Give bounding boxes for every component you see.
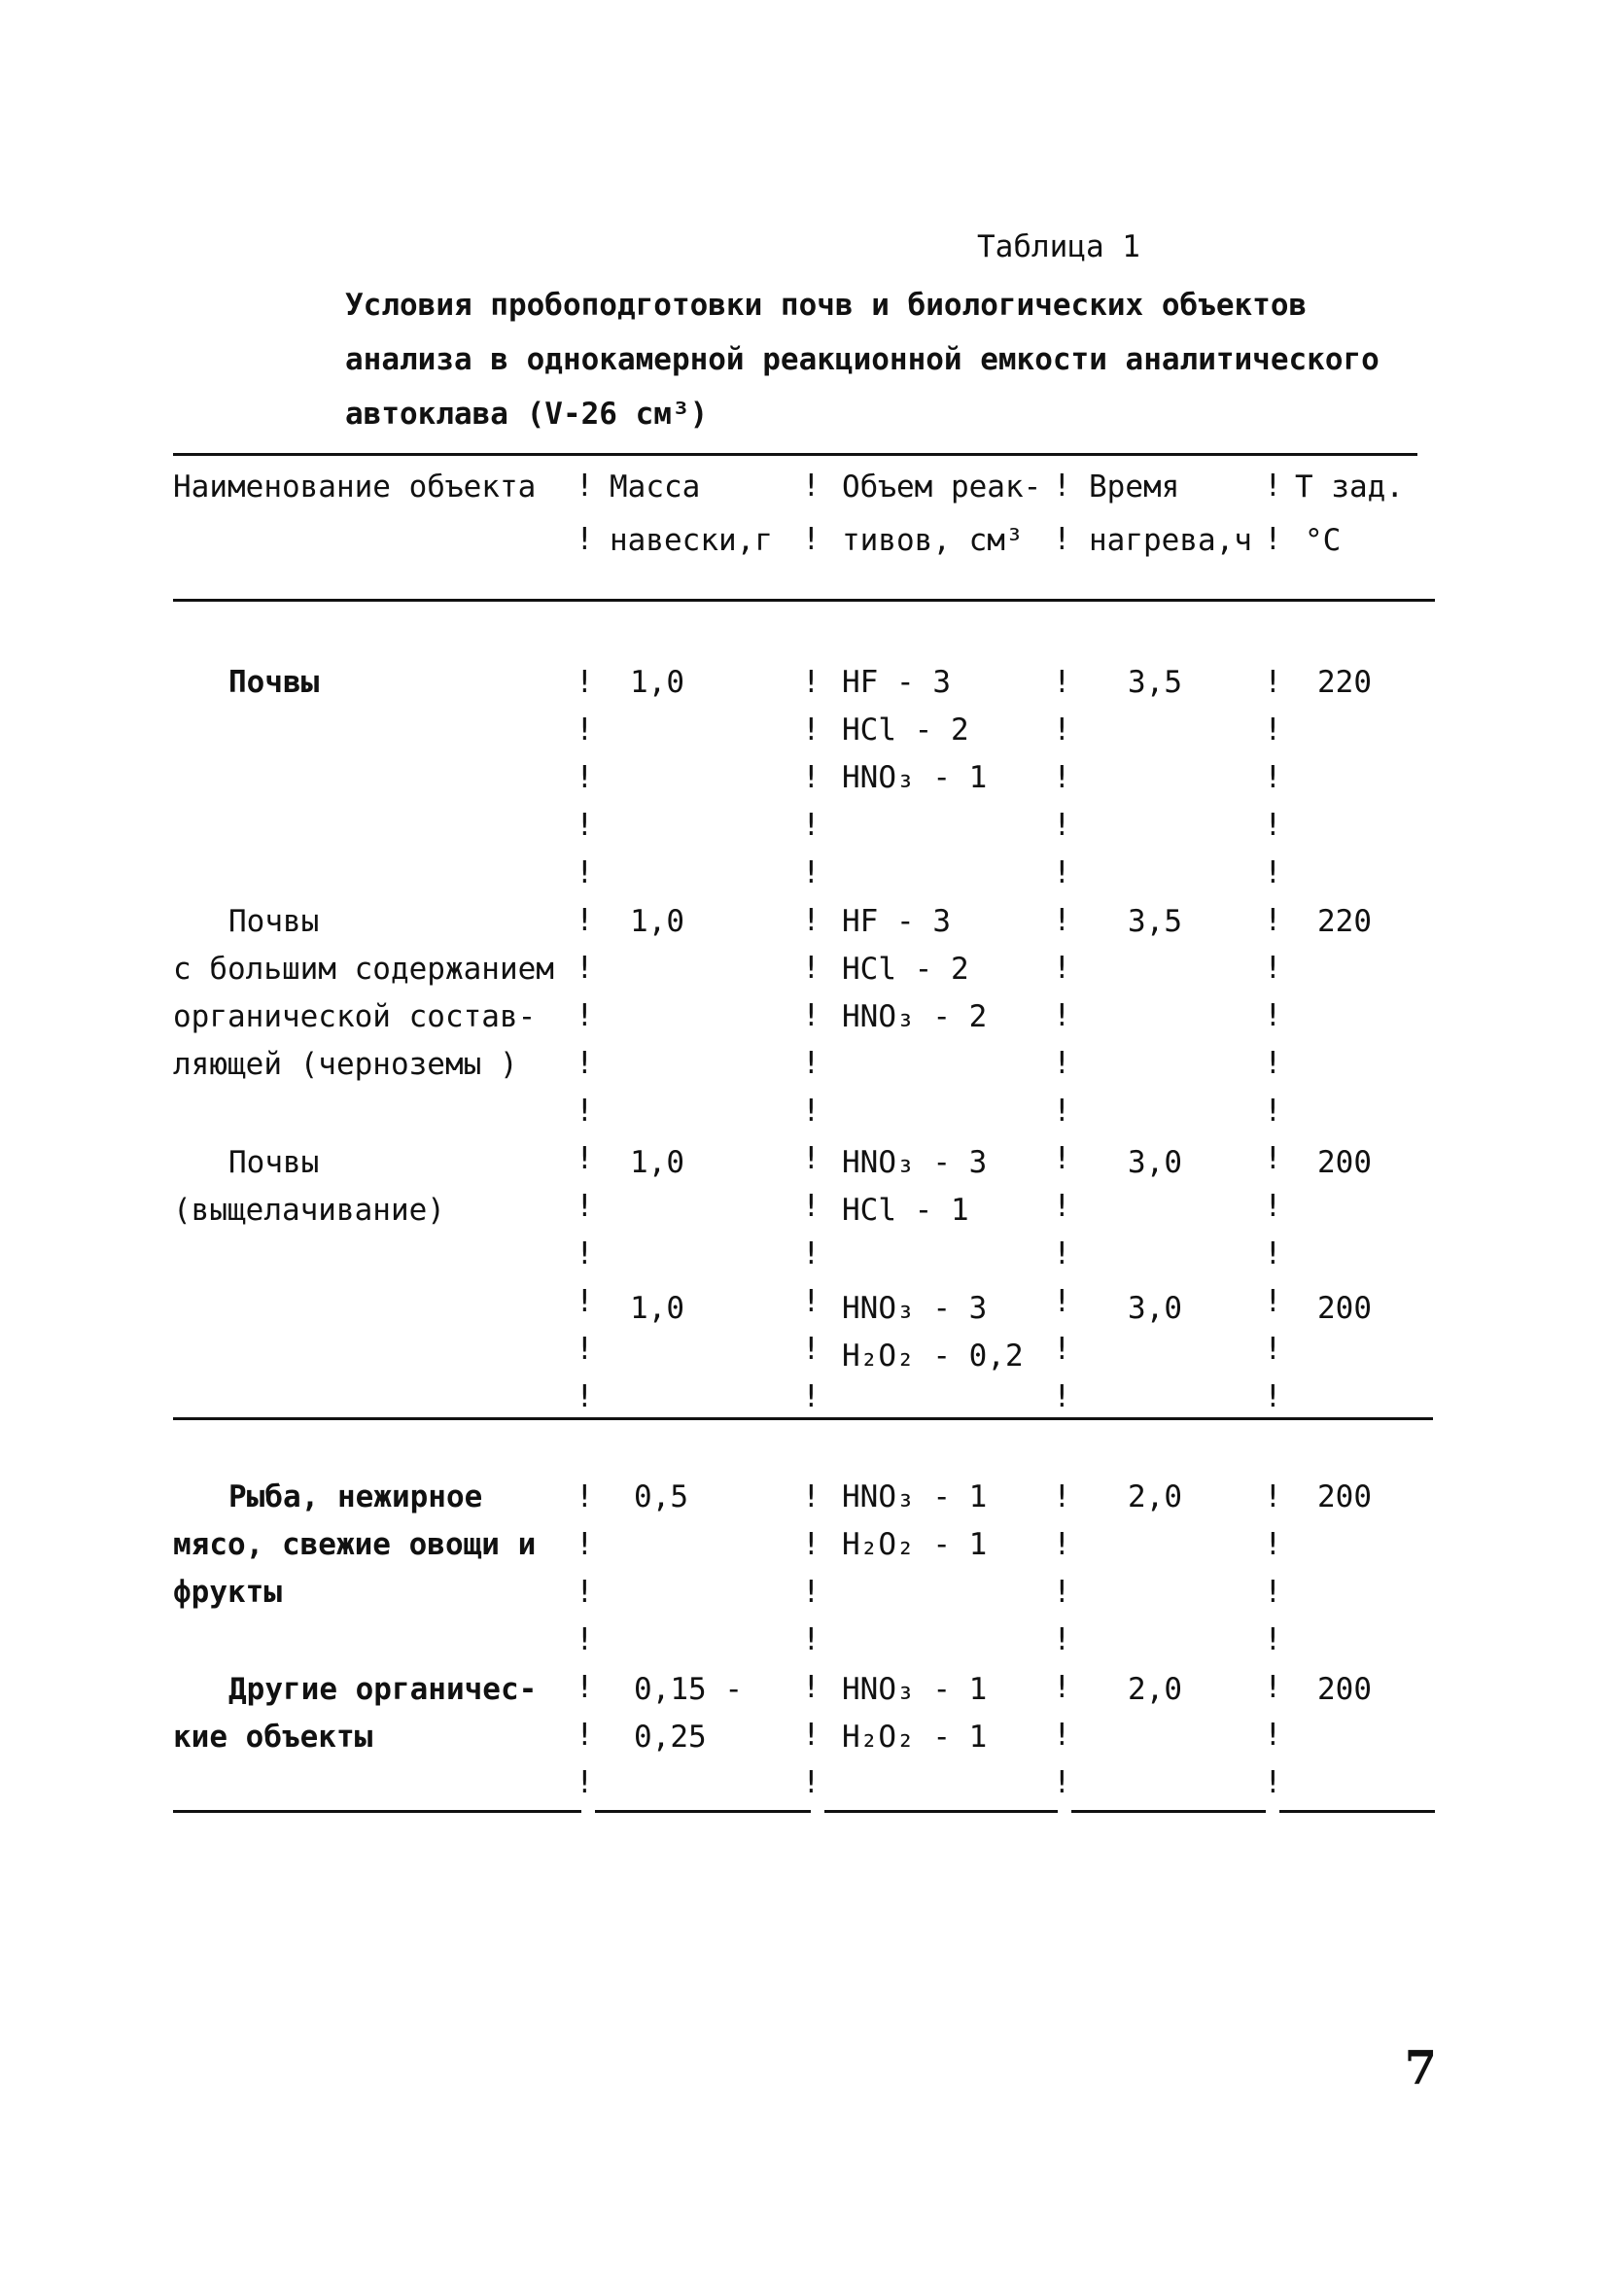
row6-time: 2,0 <box>1128 1672 1182 1707</box>
row2-object: Почвы <box>228 904 320 939</box>
column-separator-mark: ! <box>1264 1670 1282 1705</box>
column-separator-mark: ! <box>1053 713 1071 748</box>
column-separator-mark: ! <box>802 1379 821 1414</box>
column-separator-mark: ! <box>576 1332 594 1367</box>
column-separator-mark: ! <box>576 1479 594 1514</box>
row6-reagent: H₂O₂ - 1 <box>842 1720 988 1755</box>
column-separator-mark: ! <box>802 903 821 938</box>
header-separator: ! <box>1264 522 1282 557</box>
bottom-rule-segment <box>1279 1810 1435 1813</box>
column-separator-mark: ! <box>802 1575 821 1610</box>
column-separator-mark: ! <box>1264 1046 1282 1081</box>
row5-mass: 0,5 <box>634 1479 688 1514</box>
column-separator-mark: ! <box>802 951 821 986</box>
header-time-l2: нагрева,ч <box>1089 523 1252 558</box>
row6-mass: 0,15 - <box>634 1672 743 1707</box>
column-separator-mark: ! <box>802 1622 821 1657</box>
column-separator-mark: ! <box>1053 1718 1071 1753</box>
column-separator-mark: ! <box>576 1379 594 1414</box>
column-separator-mark: ! <box>1264 951 1282 986</box>
column-separator-mark: ! <box>802 1527 821 1562</box>
column-separator-mark: ! <box>1264 1765 1282 1800</box>
column-separator-mark: ! <box>576 1765 594 1800</box>
column-separator-mark: ! <box>802 1046 821 1081</box>
column-separator-mark: ! <box>1053 1332 1071 1367</box>
row5-object: мясо, свежие овощи и <box>173 1527 537 1562</box>
row5-object: Рыба, нежирное <box>228 1479 483 1514</box>
column-separator-mark: ! <box>576 1718 594 1753</box>
column-separator-mark: ! <box>1053 1765 1071 1800</box>
row2-object: органической состав- <box>173 999 537 1034</box>
row1-object: Почвы <box>228 665 320 700</box>
row2-reagent: HF - 3 <box>842 904 951 939</box>
column-separator-mark: ! <box>1264 903 1282 938</box>
row5-reagent: H₂O₂ - 1 <box>842 1527 988 1562</box>
row3-reagent: HCl - 1 <box>842 1193 969 1228</box>
column-separator-mark: ! <box>576 1622 594 1657</box>
column-separator-mark: ! <box>576 998 594 1033</box>
column-separator-mark: ! <box>576 808 594 843</box>
column-separator-mark: ! <box>1053 1575 1071 1610</box>
column-separator-mark: ! <box>1053 998 1071 1033</box>
column-separator-mark: ! <box>1053 1046 1071 1081</box>
column-separator-mark: ! <box>1264 1189 1282 1224</box>
row1-mass: 1,0 <box>630 665 684 700</box>
row2-object: ляющей (черноземы ) <box>173 1047 518 1082</box>
header-separator: ! <box>1264 469 1282 504</box>
column-separator-mark: ! <box>1264 1718 1282 1753</box>
row2-temp: 220 <box>1317 904 1372 939</box>
row3-temp: 200 <box>1317 1145 1372 1180</box>
column-separator-mark: ! <box>576 1236 594 1271</box>
table-title: Условия пробоподготовки почв и биологических объектов анализа в однокамерной реакционной емкости аналитического автоклава (V-26 см³) <box>345 288 1380 432</box>
header-separator: ! <box>1053 522 1071 557</box>
row3-reagent: HNO₃ - 3 <box>842 1145 988 1180</box>
column-separator-mark: ! <box>802 808 821 843</box>
column-separator-mark: ! <box>1264 1622 1282 1657</box>
bottom-rule-segment <box>173 1810 581 1813</box>
header-reagents-l2: тивов, см³ <box>842 523 1024 558</box>
column-separator-mark: ! <box>802 1718 821 1753</box>
column-separator-mark: ! <box>1264 1284 1282 1319</box>
row2-reagent: HNO₃ - 2 <box>842 999 988 1034</box>
column-separator-mark: ! <box>1053 1622 1071 1657</box>
column-separator-mark: ! <box>802 665 821 700</box>
column-separator-mark: ! <box>1264 760 1282 795</box>
header-mass-l1: Масса <box>610 470 701 504</box>
column-separator-mark: ! <box>1264 665 1282 700</box>
column-separator-mark: ! <box>1053 855 1071 890</box>
row2-time: 3,5 <box>1128 904 1182 939</box>
page-number: 7 <box>1404 2041 1437 2096</box>
row4-reagent: HNO₃ - 3 <box>842 1291 988 1326</box>
column-separator-mark: ! <box>1053 903 1071 938</box>
column-separator-mark: ! <box>1053 808 1071 843</box>
column-separator-mark: ! <box>1264 1575 1282 1610</box>
row2-object: с большим содержанием <box>173 952 554 987</box>
row6-object: кие объекты <box>173 1720 373 1755</box>
top-rule <box>173 453 1417 456</box>
header-separator: ! <box>802 522 821 557</box>
bottom-rule-segment <box>1071 1810 1266 1813</box>
column-separator-mark: ! <box>802 998 821 1033</box>
column-separator-mark: ! <box>802 1765 821 1800</box>
header-separator: ! <box>576 522 594 557</box>
column-separator-mark: ! <box>576 951 594 986</box>
column-separator-mark: ! <box>1264 1094 1282 1129</box>
row1-time: 3,5 <box>1128 665 1182 700</box>
header-bottom-rule <box>173 599 1435 602</box>
header-time-l1: Время <box>1089 470 1180 504</box>
column-separator-mark: ! <box>802 855 821 890</box>
column-separator-mark: ! <box>1264 808 1282 843</box>
row3-object: (выщелачивание) <box>173 1193 445 1228</box>
column-separator-mark: ! <box>1053 1479 1071 1514</box>
column-separator-mark: ! <box>802 1141 821 1176</box>
column-separator-mark: ! <box>1264 1332 1282 1367</box>
row4-mass: 1,0 <box>630 1291 684 1326</box>
column-separator-mark: ! <box>1053 1670 1071 1705</box>
column-separator-mark: ! <box>802 1479 821 1514</box>
column-separator-mark: ! <box>1264 855 1282 890</box>
column-separator-mark: ! <box>576 665 594 700</box>
column-separator-mark: ! <box>576 1284 594 1319</box>
row6-mass: 0,25 <box>634 1720 707 1755</box>
column-separator-mark: ! <box>802 1094 821 1129</box>
column-separator-mark: ! <box>1264 1236 1282 1271</box>
row6-reagent: HNO₃ - 1 <box>842 1672 988 1707</box>
column-separator-mark: ! <box>802 1189 821 1224</box>
column-separator-mark: ! <box>1053 951 1071 986</box>
column-separator-mark: ! <box>802 713 821 748</box>
column-separator-mark: ! <box>576 1141 594 1176</box>
row5-time: 2,0 <box>1128 1479 1182 1514</box>
row1-reagent: HF - 3 <box>842 665 951 700</box>
column-separator-mark: ! <box>576 760 594 795</box>
column-separator-mark: ! <box>1053 1527 1071 1562</box>
column-separator-mark: ! <box>576 1189 594 1224</box>
column-separator-mark: ! <box>802 1284 821 1319</box>
column-separator-mark: ! <box>576 1527 594 1562</box>
header-separator: ! <box>576 469 594 504</box>
column-separator-mark: ! <box>1053 1189 1071 1224</box>
row1-temp: 220 <box>1317 665 1372 700</box>
bottom-rule-segment <box>595 1810 811 1813</box>
header-reagents-l1: Объем реак- <box>842 470 1042 504</box>
table-caption: Таблица 1 <box>977 229 1140 264</box>
column-separator-mark: ! <box>1264 998 1282 1033</box>
column-separator-mark: ! <box>1053 1379 1071 1414</box>
row1-reagent: HNO₃ - 1 <box>842 760 988 795</box>
header-temp-l2: °С <box>1305 523 1342 558</box>
header-separator: ! <box>1053 469 1071 504</box>
row2-mass: 1,0 <box>630 904 684 939</box>
column-separator-mark: ! <box>802 1670 821 1705</box>
row4-reagent: H₂O₂ - 0,2 <box>842 1339 1024 1374</box>
bottom-rule-segment <box>824 1810 1058 1813</box>
column-separator-mark: ! <box>1053 1236 1071 1271</box>
column-separator-mark: ! <box>802 1332 821 1367</box>
column-separator-mark: ! <box>576 713 594 748</box>
column-separator-mark: ! <box>1053 1284 1071 1319</box>
row5-object: фрукты <box>173 1575 282 1610</box>
row3-object: Почвы <box>228 1145 320 1180</box>
column-separator-mark: ! <box>1264 1479 1282 1514</box>
row3-time: 3,0 <box>1128 1145 1182 1180</box>
header-separator: ! <box>802 469 821 504</box>
column-separator-mark: ! <box>1053 665 1071 700</box>
column-separator-mark: ! <box>576 1094 594 1129</box>
header-object-name: Наименование объекта <box>173 470 537 504</box>
column-separator-mark: ! <box>576 903 594 938</box>
row6-temp: 200 <box>1317 1672 1372 1707</box>
row4-time: 3,0 <box>1128 1291 1182 1326</box>
row2-reagent: HCl - 2 <box>842 952 969 987</box>
column-separator-mark: ! <box>802 1236 821 1271</box>
column-separator-mark: ! <box>1053 1141 1071 1176</box>
row4-temp: 200 <box>1317 1291 1372 1326</box>
column-separator-mark: ! <box>1264 1141 1282 1176</box>
column-separator-mark: ! <box>1264 1527 1282 1562</box>
row5-reagent: HNO₃ - 1 <box>842 1479 988 1514</box>
column-separator-mark: ! <box>1053 1094 1071 1129</box>
column-separator-mark: ! <box>1264 713 1282 748</box>
column-separator-mark: ! <box>576 855 594 890</box>
row6-object: Другие органичес- <box>228 1672 538 1707</box>
header-temp-l1: Т зад. <box>1295 470 1404 504</box>
column-separator-mark: ! <box>576 1046 594 1081</box>
column-separator-mark: ! <box>802 760 821 795</box>
column-separator-mark: ! <box>1053 760 1071 795</box>
row3-mass: 1,0 <box>630 1145 684 1180</box>
column-separator-mark: ! <box>1264 1379 1282 1414</box>
header-mass-l2: навески,г <box>610 523 773 558</box>
row1-reagent: HCl - 2 <box>842 713 969 748</box>
row5-temp: 200 <box>1317 1479 1372 1514</box>
column-separator-mark: ! <box>576 1670 594 1705</box>
column-separator-mark: ! <box>576 1575 594 1610</box>
